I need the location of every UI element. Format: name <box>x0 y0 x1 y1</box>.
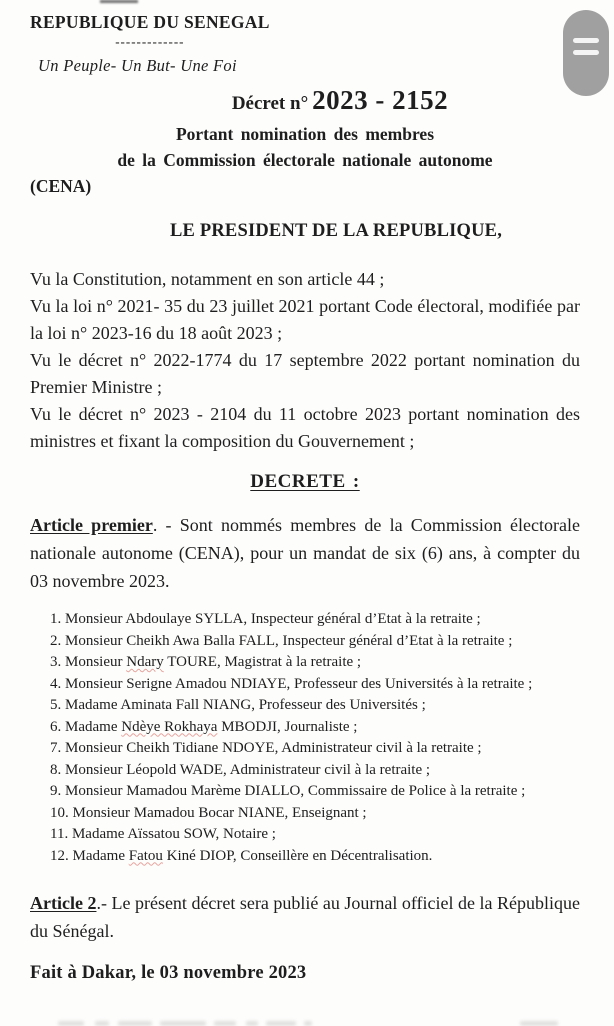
list-item: 11. Madame Aïssatou SOW, Notaire ; <box>50 826 276 842</box>
visa-paragraph: Vu la loi n° 2021- 35 du 23 juillet 2021 portant Code électoral, modifiée par la loi n° 2023-16 du 18 août 2023 ; <box>30 296 580 343</box>
header-separator: ------------- <box>115 34 185 49</box>
national-motto: Un Peuple- Un But- Une Foi <box>38 56 237 75</box>
spellcheck-flagged-word: Ndèye Rokhaya <box>121 718 218 735</box>
article-1-text: . - Sont nommés membres de la Commission électorale nationale autonome (CENA), pour un mandat de six (6) ans, à compter du 03 novembre 2023. <box>30 515 580 591</box>
article-2-label: Article 2 <box>30 893 97 913</box>
visa-paragraph: Vu le décret n° 2023 - 2104 du 11 octobre 2023 portant nomination des ministres et fixant la composition du Gouvernement ; <box>30 404 580 451</box>
republic-title: REPUBLIQUE DU SENEGAL <box>30 12 270 32</box>
article-2-text: .- Le présent décret sera publié au Journal officiel de la République du Sénégal. <box>30 893 580 941</box>
article-2-paragraph <box>30 889 580 945</box>
document-header <box>30 12 270 76</box>
president-heading: LE PRESIDENT DE LA REPUBLIQUE, <box>169 221 503 241</box>
visa-paragraph: Vu la Constitution, notamment en son article 44 ; <box>30 269 385 289</box>
cutoff-text-line <box>0 1016 614 1026</box>
decree-heading: DECRETE : <box>250 471 360 492</box>
article-1-label: Article premier <box>30 515 153 535</box>
floating-menu-button[interactable] <box>563 10 609 96</box>
visa-paragraph: Vu le décret n° 2022-1774 du 17 septembre 2022 portant nomination du Premier Ministre ; <box>30 350 580 397</box>
list-item: 6. Madame Ndèye Rokhaya MBODJI, Journaliste ; <box>50 718 358 735</box>
hamburger-lines-icon <box>573 38 599 55</box>
signature-place-date: Fait à Dakar, le 03 novembre 2023 <box>30 963 307 983</box>
decree-number-line <box>30 84 580 121</box>
list-item: 12. Madame Fatou Kiné DIOP, Conseillère en Décentralisation. <box>50 847 433 864</box>
list-item: 4. Monsieur Serigne Amadou NDIAYE, Professeur des Universités à la retraite ; <box>50 675 533 692</box>
decree-title-block <box>30 84 580 199</box>
visas-block <box>30 266 580 455</box>
list-item: 10. Monsieur Mamadou Bocar NIANE, Enseignant ; <box>50 804 367 821</box>
members-list <box>30 609 580 867</box>
list-item: 8. Monsieur Léopold WADE, Administrateur civil à la retraite ; <box>50 761 431 778</box>
list-item: 3. Monsieur Ndary TOURE, Magistrat à la retraite ; <box>50 654 362 670</box>
list-item: 5. Madame Aminata Fall NIANG, Professeur des Universités ; <box>50 697 426 713</box>
page-edge-artifact <box>100 0 138 3</box>
decree-subtitle-cena: (CENA) <box>30 176 92 196</box>
decree-number: 2023 - 2152 <box>312 85 449 115</box>
decree-subtitle-line-2: de la Commission électorale nationale autonome <box>117 150 493 170</box>
list-item: 1. Monsieur Abdoulaye SYLLA, Inspecteur général d’Etat à la retraite ; <box>50 611 481 627</box>
spellcheck-flagged-word: Fatou <box>128 847 163 864</box>
decree-subtitle-line-1: Portant nomination des membres <box>175 124 435 144</box>
list-item: 9. Monsieur Mamadou Marème DIALLO, Commissaire de Police à la retraite ; <box>50 783 526 799</box>
decree-label: Décret n° <box>231 93 309 114</box>
list-item: 2. Monsieur Cheikh Awa Balla FALL, Inspecteur général d’Etat à la retraite ; <box>50 632 513 649</box>
spellcheck-flagged-word: Ndary <box>126 654 164 670</box>
article-1-paragraph <box>30 511 580 595</box>
list-item: 7. Monsieur Cheikh Tidiane NDOYE, Administrateur civil à la retraite ; <box>50 740 482 756</box>
